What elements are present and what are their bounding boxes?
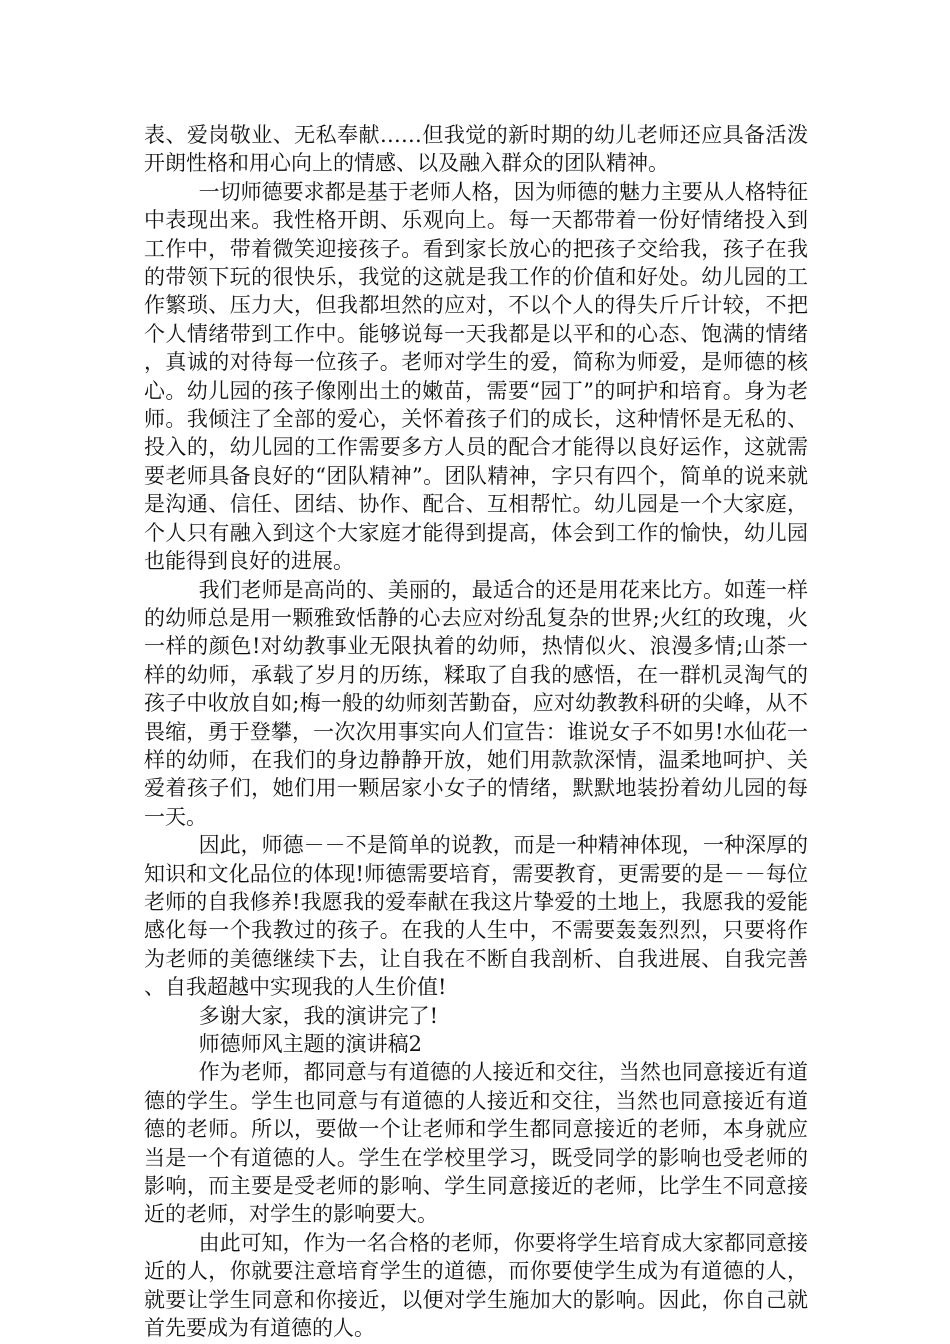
paragraph-7: 由此可知，作为一名合格的老师，你要将学生培育成大家都同意接近的人，你就要注意培育学生的道德，而你要使学生成为有道德的人，就要让学生同意和你接近，以便对学生施加大的影响。因此，你自己就首先要成为有道德的人。 [144, 1230, 808, 1341]
paragraph-5: 多谢大家，我的演讲完了! [198, 1003, 439, 1028]
document-body [144, 121, 808, 1342]
paragraph-2: 一切师德要求都是基于老师人格，因为师德的魅力主要从人格特征中表现出来。我性格开朗、乐观向上。每一天都带着一份好情绪投入到工作中，带着微笑迎接孩子。看到家长放心的把孩子交给我，孩子在我的带领下玩的很快乐，我觉的这就是我工作的价值和好处。幼儿园的工作繁琐、压力大，但我都坦然的应对，不以个人的得失斤斤计较，不把个人情绪带到工作中。能够说每一天我都是以平和的心态、饱满的情绪，真诚的对待每一位孩子。老师对学生的爱，简称为师爱，是师德的核心。幼儿园的孩子像刚出土的嫩苗，需要“园丁”的呵护和培育。身为老师。我倾注了全部的爱心，关怀着孩子们的成长，这种情怀是无私的、投入的，幼儿园的工作需要多方人员的配合才能得以良好运作，这就需要老师具备良好的“团队精神”。团队精神，字只有四个，简单的说来就是沟通、信任、团结、协作、配合、互相帮忙。幼儿园是一个大家庭，个人只有融入到这个大家庭才能得到提高，体会到工作的愉快，幼儿园也能得到良好的进展。 [144, 179, 808, 574]
paragraph-6: 作为老师，都同意与有道德的人接近和交往，当然也同意接近有道德的学生。学生也同意与有道德的人接近和交往，当然也同意接近有道德的老师。所以，要做一个让老师和学生都同意接近的老师，本身就应当是一个有道德的人。学生在学校里学习，既受同学的影响也受老师的影响，而主要是受老师的影响、学生同意接近的老师，比学生不同意接近的老师，对学生的影响要大。 [144, 1060, 808, 1227]
paragraph-1: 表、爱岗敬业、无私奉献……但我觉的新时期的幼儿老师还应具备活泼开朗性格和用心向上的情感、以及融入群众的团队精神。 [144, 123, 808, 176]
paragraph-4: 因此，师德－－不是简单的说教，而是一种精神体现，一种深厚的知识和文化品位的体现!师德需要培育，需要教育，更需要的是－－每位老师的自我修养!我愿我的爱奉献在我这片挚爱的土地上，我愿我的爱能感化每一个我教过的孩子。在我的人生中，不需要轰轰烈烈，只要将作为老师的美德继续下去，让自我在不断自我剖析、自我进展、自我完善、自我超越中实现我的人生价值! [144, 833, 808, 1000]
section-heading: 师德师风主题的演讲稿2 [198, 1032, 422, 1056]
paragraph-3: 我们老师是高尚的、美丽的，最适合的还是用花来比方。如莲一样的幼师总是用一颗雅致恬静的心去应对纷乱复杂的世界;火红的玫瑰，火一样的颜色!对幼教事业无限执着的幼师，热情似火、浪漫多情;山茶一样的幼师，承载了岁月的历练，糅取了自我的感悟，在一群机灵淘气的孩子中收放自如;梅一般的幼师刻苦勤奋，应对幼教教科研的尖峰，从不畏缩，勇于登攀，一次次用事实向人们宣告：谁说女子不如男!水仙花一样的幼师，在我们的身边静静开放，她们用款款深情，温柔地呵护、关爱着孩子们，她们用一颗居家小女子的情绪，默默地装扮着幼儿园的每一天。 [144, 577, 808, 829]
